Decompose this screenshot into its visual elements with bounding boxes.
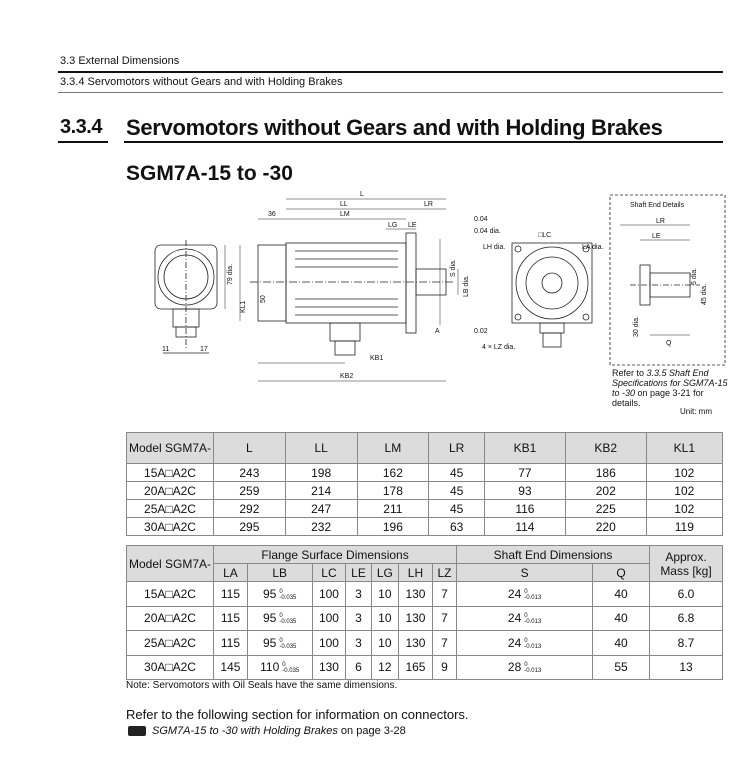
cell-value: 20A□A2C (144, 611, 196, 626)
tolerance (524, 662, 541, 674)
table-cell-model: 15A□A2C (127, 464, 214, 482)
table2-cell-la (214, 631, 248, 656)
tolerance-3: 0.02 (474, 328, 488, 335)
table2-subheader-lc: LC (312, 564, 346, 582)
section-title-underline (124, 141, 723, 143)
tolerance-upper: 0 (282, 662, 286, 669)
cell-value: 15A□A2C (144, 586, 196, 601)
table2-cell-lz (432, 631, 456, 656)
table2-cell-le (346, 582, 371, 607)
cell-value: 130 (318, 660, 339, 675)
dim-LZ: 4 × LZ dia. (482, 344, 516, 351)
tolerance (279, 589, 296, 601)
table2-cell-lb (247, 655, 312, 680)
cell-value: 25A□A2C (144, 635, 196, 650)
table2-cell-lb (247, 631, 312, 656)
table2-cell-lb (247, 582, 312, 607)
table-header-kb2: KB2 (565, 433, 646, 464)
table-header-model: Model SGM7A- (127, 433, 214, 464)
table-cell: 225 (565, 500, 646, 518)
table2-cell-lc (312, 606, 346, 631)
table-cell: 198 (285, 464, 357, 482)
header-rule (58, 71, 723, 73)
table-cell: 211 (357, 500, 429, 518)
cell-value: 100 (318, 611, 339, 626)
table2-cell-le (346, 655, 371, 680)
cell-value: 24 (507, 611, 522, 626)
link-title[interactable]: SGM7A-15 to -30 with Holding Brakes (152, 725, 338, 737)
table2-cell-model (127, 655, 214, 680)
table2-cell-lc (312, 655, 346, 680)
table2-cell-la (214, 606, 248, 631)
table2-subheader-lh: LH (399, 564, 433, 582)
running-header-subsection: 3.3.4 Servomotors without Gears and with Holding Brakes (60, 76, 343, 88)
caption-text: Refer to (612, 368, 647, 378)
dim-50: 50 (260, 295, 267, 303)
table2-cell-s (457, 655, 593, 680)
tolerance (524, 589, 541, 601)
table-cell: 162 (357, 464, 429, 482)
shaft-dim-Q: Q (666, 340, 672, 347)
table-cell: 114 (485, 518, 566, 536)
table2-cell-le (346, 606, 371, 631)
tolerance-upper: 0 (279, 588, 283, 595)
table-cell: 102 (646, 464, 722, 482)
tolerance-upper: 0 (279, 613, 283, 620)
tolerance (524, 638, 541, 650)
cell-value: 28 (507, 660, 522, 675)
table-row (127, 631, 723, 656)
table-cell: 63 (429, 518, 485, 536)
table-row (127, 500, 723, 518)
tolerance (524, 613, 541, 625)
table-cell-model: 25A□A2C (127, 500, 214, 518)
cell-value: 115 (220, 586, 240, 601)
cell-value: 3 (355, 586, 362, 601)
tolerance-lower: -0.035 (282, 668, 300, 675)
cell-value: 100 (318, 635, 339, 650)
table-header-l: L (214, 433, 286, 464)
shaft-dim-LR: LR (656, 218, 665, 225)
table2-header-flange: Flange Surface Dimensions (214, 546, 457, 564)
cell-value: 145 (220, 660, 241, 675)
table2-cell-s (457, 582, 593, 607)
table-cell: 178 (357, 482, 429, 500)
dim-79: 79 dia. (227, 263, 234, 285)
shaft-dim-LE: LE (652, 233, 661, 240)
table2-cell-lg (371, 606, 398, 631)
table2-cell-lg (371, 631, 398, 656)
dim-LB: LB dia. (463, 275, 470, 297)
dim-KL1: KL1 (240, 300, 247, 313)
table2-header-shaft: Shaft End Dimensions (457, 546, 650, 564)
dim-LA: LA dia. (582, 244, 604, 251)
section-number: 3.3.4 (60, 116, 102, 138)
table2-cell-lc (312, 631, 346, 656)
table2-subheader-q: Q (593, 564, 650, 582)
table2-cell-lg (371, 655, 398, 680)
connector-reference-link[interactable] (128, 725, 406, 737)
dim-LH: LH dia. (483, 244, 506, 251)
cell-value: 130 (405, 635, 426, 650)
table-row (127, 482, 723, 500)
cell-value: 6.0 (677, 586, 695, 601)
cell-value: 24 (507, 635, 522, 650)
tolerance-upper: 0 (524, 613, 528, 620)
table2-subheader-s: S (457, 564, 593, 582)
table-cell: 186 (565, 464, 646, 482)
table2-cell-mass (650, 631, 723, 656)
flange-shaft-table (126, 545, 723, 680)
tolerance-upper: 0 (524, 637, 528, 644)
table-cell-model: 30A□A2C (127, 518, 214, 536)
cell-value: 95 (263, 635, 277, 650)
table2-cell-lh (399, 655, 433, 680)
tolerance (279, 613, 296, 625)
table-cell: 247 (285, 500, 357, 518)
table2-cell-mass (650, 655, 723, 680)
table2-header-model: Model SGM7A- (127, 546, 214, 582)
cell-value: 24 (507, 586, 522, 601)
cell-value: 100 (318, 586, 339, 601)
dim-LC: □LC (538, 232, 552, 239)
table-cell: 202 (565, 482, 646, 500)
cell-value: 6 (355, 660, 362, 675)
cell-value: 110 (260, 660, 280, 675)
cell-value: 8.7 (677, 635, 695, 650)
cell-value: 9 (441, 660, 448, 675)
dim-11: 11 (162, 346, 170, 353)
dim-36: 36 (268, 211, 276, 218)
header-rule-thin (58, 92, 723, 93)
table-cell: 259 (214, 482, 286, 500)
cell-value: 40 (614, 611, 628, 626)
table-cell: 292 (214, 500, 286, 518)
cell-value: 7 (441, 611, 448, 626)
tolerance-lower: -0.013 (524, 643, 542, 650)
table2-cell-lg (371, 582, 398, 607)
tolerance-upper: 0 (279, 637, 283, 644)
table-header-lr: LR (429, 433, 485, 464)
cell-value: 95 (263, 611, 277, 626)
table2-header-mass: Approx. Mass [kg] (650, 546, 723, 582)
shaft-dim-5: 5 dia. (691, 267, 698, 285)
dim-17: 17 (200, 346, 208, 353)
table2-cell-mass (650, 582, 723, 607)
table2-cell-lz (432, 606, 456, 631)
dim-LE: LE (408, 222, 417, 229)
cell-value: 3 (355, 611, 362, 626)
dim-LG: LG (388, 222, 398, 229)
table2-cell-q (593, 606, 650, 631)
table-cell: 102 (646, 482, 722, 500)
table2-subheader-lz: LZ (432, 564, 456, 582)
table-row (127, 518, 723, 536)
datum-A: A (435, 328, 440, 335)
tolerance-upper: 0 (524, 588, 528, 595)
table-cell: 45 (429, 500, 485, 518)
caption-text-end: on page 3-21 for details. (612, 388, 704, 408)
table2-cell-s (457, 606, 593, 631)
table2-cell-lz (432, 655, 456, 680)
cell-value: 130 (405, 611, 426, 626)
table-cell: 116 (485, 500, 566, 518)
table-cell: 102 (646, 500, 722, 518)
dim-LL: LL (340, 201, 348, 208)
table2-cell-lh (399, 606, 433, 631)
table2-cell-model (127, 631, 214, 656)
dim-LM: LM (340, 211, 350, 218)
table2-cell-la (214, 655, 248, 680)
tolerance-lower: -0.035 (279, 619, 297, 626)
table-cell: 214 (285, 482, 357, 500)
tolerance-2: 0.04 dia. (474, 228, 501, 235)
table2-subheader-la: LA (214, 564, 248, 582)
table2-cell-model (127, 606, 214, 631)
table2-cell-q (593, 631, 650, 656)
table2-cell-lb (247, 606, 312, 631)
table-cell: 232 (285, 518, 357, 536)
shaft-end-caption (612, 368, 732, 408)
table2-cell-mass (650, 606, 723, 631)
cell-value: 10 (378, 635, 392, 650)
cell-value: 95 (263, 586, 277, 601)
table2-subheader-le: LE (346, 564, 371, 582)
table-cell: 220 (565, 518, 646, 536)
tolerance-lower: -0.013 (524, 594, 542, 601)
table-row (127, 655, 723, 680)
cell-value: 7 (441, 635, 448, 650)
cell-value: 10 (378, 611, 392, 626)
tolerance-lower: -0.035 (279, 643, 297, 650)
dim-L: L (360, 191, 364, 198)
shaft-detail-title: Shaft End Details (630, 202, 685, 209)
tolerance (282, 662, 299, 674)
oil-seal-note: Note: Servomotors with Oil Seals have the same dimensions. (126, 680, 398, 691)
tolerance-lower: -0.013 (524, 668, 542, 675)
table-cell: 45 (429, 464, 485, 482)
table-cell: 45 (429, 482, 485, 500)
dimensions-table (126, 432, 723, 536)
table2-cell-lh (399, 631, 433, 656)
table-row (127, 464, 723, 482)
cell-value: 115 (220, 611, 240, 626)
dim-KB1: KB1 (370, 355, 384, 362)
caption-reference[interactable]: 3.3.5 Shaft End Specifications for SGM7A-15 to -30 (612, 368, 728, 398)
dim-S: S dia. (450, 259, 457, 277)
table-cell: 93 (485, 482, 566, 500)
table-row (127, 606, 723, 631)
table-cell: 243 (214, 464, 286, 482)
table2-cell-lz (432, 582, 456, 607)
table-cell: 196 (357, 518, 429, 536)
shaft-dim-45: 45 dia. (701, 283, 708, 305)
table-header-ll: LL (285, 433, 357, 464)
table-cell: 77 (485, 464, 566, 482)
dim-KB2: KB2 (340, 373, 354, 380)
tolerance-lower: -0.013 (524, 619, 542, 626)
tolerance (279, 638, 296, 650)
cell-value: 115 (220, 635, 240, 650)
tolerance-1: 0.04 (474, 216, 488, 223)
table-header-kl1: KL1 (646, 433, 722, 464)
dim-LR: LR (424, 201, 433, 208)
shaft-dim-30: 30 dia. (633, 315, 640, 337)
running-header-section: 3.3 External Dimensions (60, 55, 180, 67)
table2-cell-lc (312, 582, 346, 607)
table2-cell-la (214, 582, 248, 607)
pointing-hand-icon (128, 726, 146, 736)
model-title: SGM7A-15 to -30 (126, 162, 293, 185)
table2-cell-model (127, 582, 214, 607)
cell-value: 130 (405, 586, 426, 601)
cell-value: 40 (614, 635, 628, 650)
cell-value: 3 (355, 635, 362, 650)
table-cell: 119 (646, 518, 722, 536)
unit-label: Unit: mm (680, 407, 712, 416)
link-page: on page 3-28 (337, 725, 406, 737)
table2-cell-le (346, 631, 371, 656)
tolerance-lower: -0.035 (279, 594, 297, 601)
table2-cell-lh (399, 582, 433, 607)
table2-cell-q (593, 655, 650, 680)
cell-value: 165 (405, 660, 426, 675)
cell-value: 40 (614, 586, 628, 601)
table-cell: 295 (214, 518, 286, 536)
table2-cell-s (457, 631, 593, 656)
cell-value: 13 (679, 660, 693, 675)
table2-subheader-lg: LG (371, 564, 398, 582)
section-title: Servomotors without Gears and with Holding Brakes (126, 115, 663, 140)
tolerance-upper: 0 (524, 662, 528, 669)
cell-value: 30A□A2C (144, 660, 196, 675)
table2-cell-q (593, 582, 650, 607)
cell-value: 12 (378, 660, 392, 675)
cell-value: 55 (614, 660, 628, 675)
table-header-lm: LM (357, 433, 429, 464)
connector-reference-text: Refer to the following section for information on connectors. (126, 707, 469, 722)
table-cell-model: 20A□A2C (127, 482, 214, 500)
table2-subheader-lb: LB (247, 564, 312, 582)
section-number-underline (58, 141, 108, 143)
table-row (127, 582, 723, 607)
cell-value: 7 (441, 586, 448, 601)
cell-value: 6.8 (677, 611, 695, 626)
cell-value: 10 (378, 586, 392, 601)
table-header-kb1: KB1 (485, 433, 566, 464)
